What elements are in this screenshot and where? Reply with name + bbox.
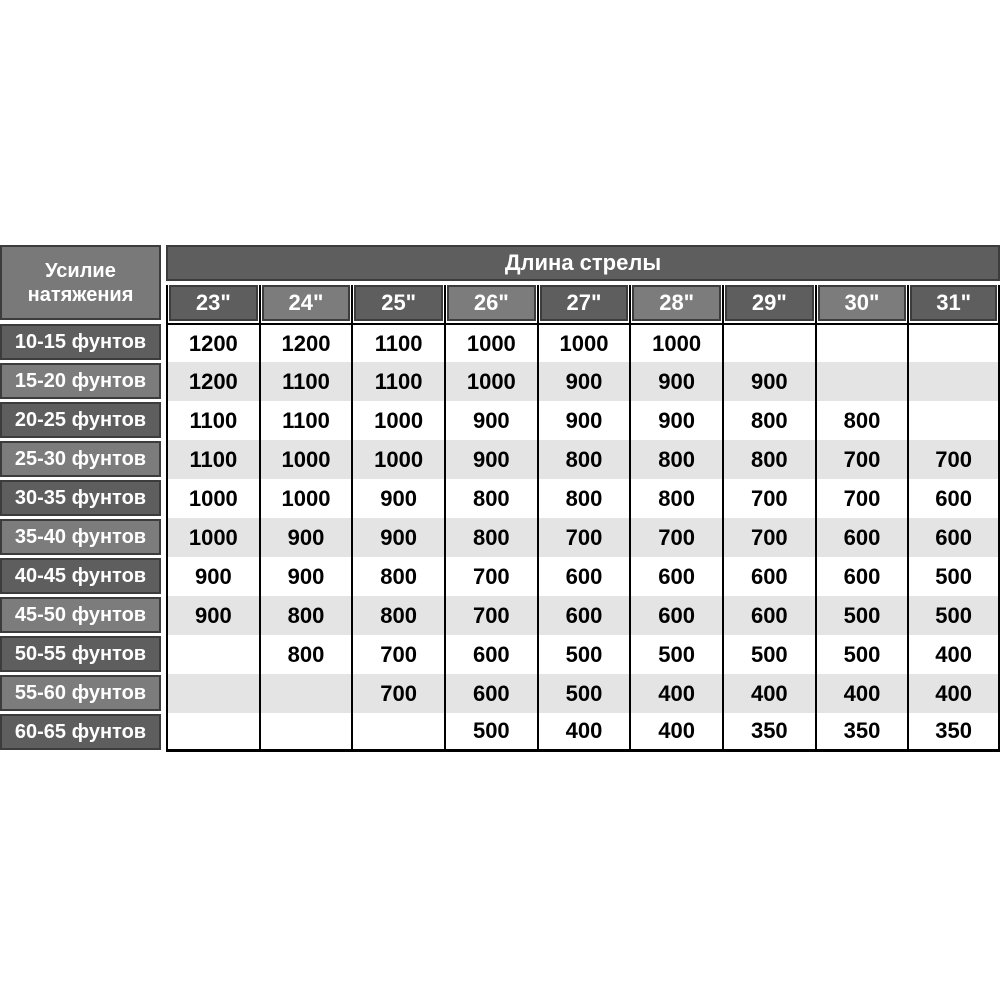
data-cell: 800 xyxy=(351,557,444,596)
row-header xyxy=(0,401,166,440)
data-cell xyxy=(351,713,444,752)
data-cell: 800 xyxy=(537,440,630,479)
data-cell: 600 xyxy=(722,596,815,635)
column-header-label: 25" xyxy=(354,285,443,321)
arrow-length-group-header xyxy=(166,245,1000,285)
data-cell xyxy=(907,323,1000,362)
data-cell: 900 xyxy=(259,557,352,596)
data-cell xyxy=(815,362,908,401)
row-header-label: 35-40 фунтов xyxy=(0,519,161,555)
column-header-label: 30" xyxy=(818,285,907,321)
data-cell: 500 xyxy=(629,635,722,674)
column-header-26in xyxy=(444,285,537,323)
data-cell: 800 xyxy=(351,596,444,635)
data-cell xyxy=(722,323,815,362)
data-cell: 1000 xyxy=(444,362,537,401)
row-header-label: 20-25 фунтов xyxy=(0,402,161,438)
data-cell: 1000 xyxy=(537,323,630,362)
data-cell: 900 xyxy=(537,362,630,401)
data-cell: 900 xyxy=(166,557,259,596)
row-header xyxy=(0,440,166,479)
data-cell: 800 xyxy=(629,479,722,518)
data-cell: 700 xyxy=(907,440,1000,479)
column-header-31in xyxy=(907,285,1000,323)
column-header-label: 27" xyxy=(540,285,629,321)
row-header xyxy=(0,518,166,557)
data-cell: 800 xyxy=(722,440,815,479)
data-cell: 600 xyxy=(907,479,1000,518)
data-cell: 800 xyxy=(444,518,537,557)
data-cell: 900 xyxy=(351,479,444,518)
data-cell: 700 xyxy=(722,479,815,518)
data-cell: 800 xyxy=(444,479,537,518)
data-cell xyxy=(166,674,259,713)
column-header-25in xyxy=(351,285,444,323)
data-cell: 700 xyxy=(351,635,444,674)
row-header xyxy=(0,479,166,518)
row-header-label: 45-50 фунтов xyxy=(0,597,161,633)
data-cell: 800 xyxy=(259,635,352,674)
data-cell: 700 xyxy=(722,518,815,557)
data-cell: 600 xyxy=(907,518,1000,557)
data-cell: 800 xyxy=(629,440,722,479)
data-cell: 1000 xyxy=(351,401,444,440)
column-header-label: 29" xyxy=(725,285,814,321)
data-cell xyxy=(907,362,1000,401)
data-cell xyxy=(259,713,352,752)
data-cell: 400 xyxy=(629,674,722,713)
data-cell: 900 xyxy=(166,596,259,635)
data-cell: 500 xyxy=(815,596,908,635)
data-cell: 900 xyxy=(259,518,352,557)
arrow-length-group-label: Длина стрелы xyxy=(166,245,1000,281)
data-cell: 900 xyxy=(351,518,444,557)
data-cell: 700 xyxy=(629,518,722,557)
data-cell: 600 xyxy=(629,557,722,596)
data-cell: 600 xyxy=(537,596,630,635)
data-cell: 700 xyxy=(537,518,630,557)
data-cell: 900 xyxy=(629,401,722,440)
row-header-label: 15-20 фунтов xyxy=(0,363,161,399)
column-header-27in xyxy=(537,285,630,323)
data-cell xyxy=(166,635,259,674)
data-cell xyxy=(259,674,352,713)
data-cell: 500 xyxy=(537,635,630,674)
corner-header-cell xyxy=(0,245,166,323)
data-cell: 800 xyxy=(722,401,815,440)
row-header-label: 25-30 фунтов xyxy=(0,441,161,477)
data-cell: 500 xyxy=(537,674,630,713)
data-cell: 1000 xyxy=(259,440,352,479)
data-cell: 600 xyxy=(629,596,722,635)
data-cell: 600 xyxy=(537,557,630,596)
data-cell: 600 xyxy=(815,557,908,596)
column-header-30in xyxy=(815,285,908,323)
data-cell: 500 xyxy=(815,635,908,674)
data-cell: 1000 xyxy=(629,323,722,362)
data-cell: 350 xyxy=(815,713,908,752)
data-cell: 400 xyxy=(815,674,908,713)
data-cell: 700 xyxy=(444,596,537,635)
data-cell: 1000 xyxy=(351,440,444,479)
data-cell: 800 xyxy=(815,401,908,440)
row-header-label: 60-65 фунтов xyxy=(0,714,161,750)
data-cell: 700 xyxy=(815,479,908,518)
data-cell: 500 xyxy=(444,713,537,752)
row-header xyxy=(0,674,166,713)
column-header-28in xyxy=(629,285,722,323)
data-cell: 1100 xyxy=(351,323,444,362)
data-cell: 800 xyxy=(537,479,630,518)
row-header-label: 40-45 фунтов xyxy=(0,558,161,594)
data-cell: 1000 xyxy=(166,518,259,557)
row-header xyxy=(0,596,166,635)
column-header-23in xyxy=(166,285,259,323)
data-cell: 1000 xyxy=(444,323,537,362)
row-header xyxy=(0,635,166,674)
column-header-29in xyxy=(722,285,815,323)
column-header-label: 31" xyxy=(910,285,997,321)
data-cell: 700 xyxy=(351,674,444,713)
draw-weight-arrow-length-table xyxy=(0,245,1000,752)
data-cell: 800 xyxy=(259,596,352,635)
data-cell: 400 xyxy=(629,713,722,752)
data-cell: 900 xyxy=(537,401,630,440)
data-cell: 900 xyxy=(629,362,722,401)
data-cell: 600 xyxy=(444,635,537,674)
data-cell: 400 xyxy=(907,674,1000,713)
row-header-label: 10-15 фунтов xyxy=(0,324,161,360)
row-header-label: 30-35 фунтов xyxy=(0,480,161,516)
data-cell: 1100 xyxy=(166,440,259,479)
data-cell: 500 xyxy=(907,596,1000,635)
data-cell: 600 xyxy=(815,518,908,557)
column-header-label: 23" xyxy=(169,285,258,321)
data-cell: 1100 xyxy=(351,362,444,401)
data-cell: 1000 xyxy=(166,479,259,518)
row-header xyxy=(0,323,166,362)
data-cell: 1100 xyxy=(166,401,259,440)
data-cell: 900 xyxy=(722,362,815,401)
data-cell: 1200 xyxy=(166,362,259,401)
row-header-label: 50-55 фунтов xyxy=(0,636,161,672)
row-header xyxy=(0,557,166,596)
data-cell: 350 xyxy=(722,713,815,752)
data-cell: 900 xyxy=(444,440,537,479)
data-cell: 900 xyxy=(444,401,537,440)
column-header-label: 26" xyxy=(447,285,536,321)
data-cell: 1200 xyxy=(259,323,352,362)
row-header-label: 55-60 фунтов xyxy=(0,675,161,711)
data-cell: 700 xyxy=(815,440,908,479)
data-cell: 500 xyxy=(722,635,815,674)
data-cell: 400 xyxy=(537,713,630,752)
data-cell: 350 xyxy=(907,713,1000,752)
data-cell: 600 xyxy=(722,557,815,596)
data-cell xyxy=(166,713,259,752)
row-header xyxy=(0,362,166,401)
data-cell: 1000 xyxy=(259,479,352,518)
data-cell: 1200 xyxy=(166,323,259,362)
data-cell: 700 xyxy=(444,557,537,596)
data-cell xyxy=(815,323,908,362)
data-cell xyxy=(907,401,1000,440)
data-cell: 400 xyxy=(907,635,1000,674)
column-header-label: 24" xyxy=(262,285,351,321)
column-header-24in xyxy=(259,285,352,323)
data-cell: 1100 xyxy=(259,401,352,440)
data-cell: 400 xyxy=(722,674,815,713)
row-header xyxy=(0,713,166,752)
column-header-label: 28" xyxy=(632,285,721,321)
data-cell: 500 xyxy=(907,557,1000,596)
data-cell: 1100 xyxy=(259,362,352,401)
data-cell: 600 xyxy=(444,674,537,713)
corner-header-label: Усилие натяжения xyxy=(0,245,161,320)
